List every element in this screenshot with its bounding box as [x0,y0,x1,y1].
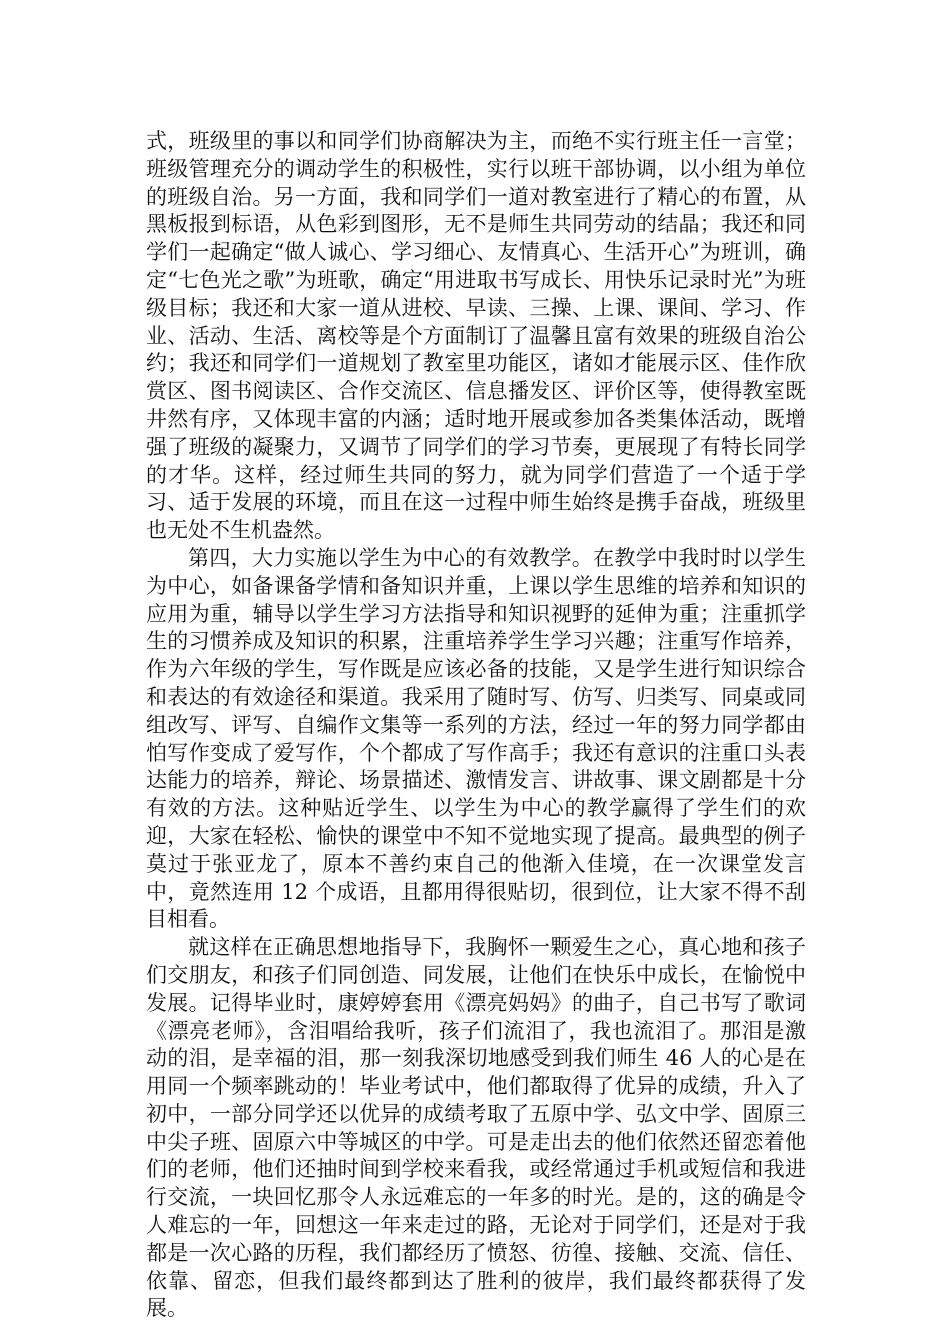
paragraph-student-centered-teaching: 第四，大力实施以学生为中心的有效教学。在教学中我时时以学生为中心，如备课备学情和备知识并重，上课以学生思维的培养和知识的应用为重，辅导以学生学习方法指导和知识视野的延伸为重；注重抓学生的习惯养成及知识的积累，注重培养学生学习兴趣；注重写作培养，作为六年级的学生，写作既是应该必备的技能，又是学生进行知识综合和表达的有效途径和渠道。我采用了随时写、仿写、归类写、同桌或同组改写、评写、自编作文集等一系列的方法，经过一年的努力同学都由怕写作变成了爱写作，个个都成了写作高手；我还有意识的注重口头表达能力的培养，辩论、场景描述、激情发言、讲故事、课文剧都是十分有效的方法。这种贴近学生、以学生为中心的教学赢得了学生们的欢迎，大家在轻松、愉快的课堂中不知不觉地实现了提高。最典型的例子莫过于张亚龙了，原本不善约束自己的他渐入佳境，在一次课堂发言中，竟然连用 12 个成语，且都用得很贴切，很到位，让大家不得不刮目相看。 [146,545,806,932]
document-body [146,128,806,1323]
paragraph-class-management: 式，班级里的事以和同学们协商解决为主，而绝不实行班主任一言堂；班级管理充分的调动学生的积极性，实行以班干部协调，以小组为单位的班级自治。另一方面，我和同学们一道对教室进行了精心的布置，从黑板报到标语，从色彩到图形，无不是师生共同劳动的结晶；我还和同学们一起确定“做人诚心、学习细心、友情真心、生活开心”为班训，确定“七色光之歌”为班歌，确定“用进取书写成长、用快乐记录时光”为班级目标；我还和大家一道从进校、早读、三操、上课、课间、学习、作业、活动、生活、离校等是个方面制订了温馨且富有效果的班级自治公约；我还和同学们一道规划了教室里功能区，诸如才能展示区、佳作欣赏区、图书阅读区、合作交流区、信息播发区、评价区等，使得教室既井然有序，又体现丰富的内涵；适时地开展或参加各类集体活动，既增强了班级的凝聚力，又调节了同学们的学习节奏，更展现了有特长同学的才华。这样，经过师生共同的努力，就为同学们营造了一个适于学习、适于发展的环境，而且在这一过程中师生始终是携手奋战，班级里也无处不生机盎然。 [146,129,806,543]
paragraph-conclusion: 就这样在正确思想地指导下，我胸怀一颗爱生之心，真心地和孩子们交朋友，和孩子们同创造、同发展，让他们在快乐中成长，在愉悦中发展。记得毕业时，康婷婷套用《漂亮妈妈》的曲子，自己书写了歌词《漂亮老师》，含泪唱给我听，孩子们流泪了，我也流泪了。那泪是激动的泪，是幸福的泪，那一刻我深切地感受到我们师生 46 人的心是在用同一个频率跳动的！毕业考试中，他们都取得了优异的成绩，升入了初中，一部分同学还以优异的成绩考取了五原中学、弘文中学、固原三中尖子班、固原六中等城区的中学。可是走出去的他们依然还留恋着他们的老师，他们还抽时间到学校来看我，或经常通过手机或短信和我进行交流，一块回忆那令人永远难忘的一年多的时光。是的，这的确是令人难忘的一年，回想这一年来走过的路，无论对于同学们，还是对于我都是一次心路的历程，我们都经历了愤怒、彷徨、接触、交流、信任、依靠、留恋，但我们最终都到达了胜利的彼岸，我们最终都获得了发展。 [146,935,806,1321]
